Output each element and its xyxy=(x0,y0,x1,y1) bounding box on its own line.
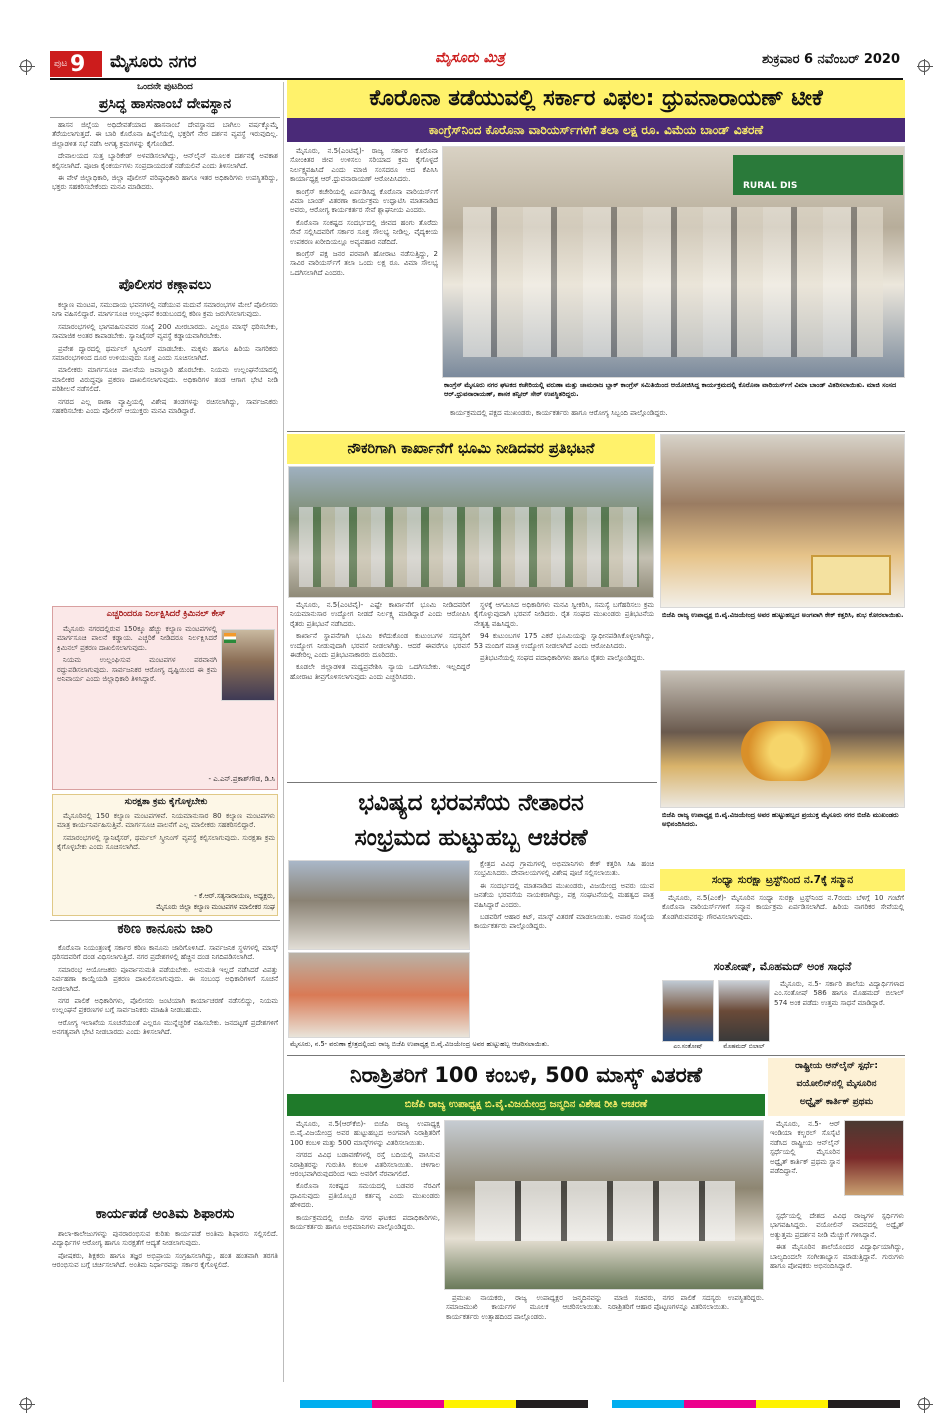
masthead xyxy=(0,0,945,46)
lead-subhead-band xyxy=(287,118,905,142)
trust-headline: ಸಂಧ್ಯಾ ಸುರಕ್ಷಾ ಟ್ರಸ್ಟ್‌ನಿಂದ ನ.7ಕ್ಕೆ ಸನ್ಮಾನ xyxy=(711,874,854,886)
safety-signature-1: - ಕೆ.ಆರ್.ಸತ್ಯನಾರಾಯಣ, ಅಧ್ಯಕ್ಷರು, xyxy=(194,892,275,900)
safety-title: ಸುರಕ್ಷತಾ ಕ್ರಮ ಕೈಗೊಳ್ಳಬೇಕು xyxy=(124,797,208,807)
contest-headline-1: ರಾಷ್ಟ್ರೀಯ ಆನ್‌ಲೈನ್ ಸ್ಪರ್ಧೆ: xyxy=(795,1061,878,1071)
column-divider-left xyxy=(283,82,284,1382)
temple-body: ಹಾಸನ ಜಿಲ್ಲೆಯ ಅಧಿದೇವತೆಯಾದ ಹಾಸನಾಂಬೆ ದೇವಸ್ಥಾನದ ಬಾಗಿಲು ವರ್ಷಕ್ಕೊಮ್ಮೆ ತೆರೆಯಲಾಗುತ್ತದೆ. ಈ ಬಾರಿ ಕೊರೊನಾ ಹಿನ್ನೆಲೆಯಲ್ಲಿ ಭಕ್ತರಿಗೆ ನೇರ ದರ್ಶನ ವ್ಯವಸ್ಥೆ ಇರುವುದಿಲ್ಲ. ಜಿಲ್ಲಾಡಳಿತ ಸಭೆ ನಡೆಸಿ ಅಗತ್ಯ ಕ್ರಮಗಳನ್ನು ಕೈಗೊಂಡಿದೆ. ದೇವಾಲಯದ ಸುತ್ತ ಬ್ಯಾರಿಕೇಡ್ ಅಳವಡಿಸಲಾಗಿದ್ದು, ಆನ್‌ಲೈನ್ ಮೂಲಕ ದರ್ಶನಕ್ಕೆ ಅವಕಾಶ ಕಲ್ಪಿಸಲಾಗಿದೆ. ಪೂಜಾ ಕೈಂಕರ್ಯಗಳು ಸಂಪ್ರದಾಯದಂತೆ ನಡೆಯಲಿವೆ ಎಂದು ತಿಳಿಸಲಾಗಿದೆ. ಈ ವೇಳೆ ಜಿಲ್ಲಾಧಿಕಾರಿ, ಜಿಲ್ಲಾ ಪೊಲೀಸ್ ವರಿಷ್ಠಾಧಿಕಾರಿ ಹಾಗೂ ಇತರ ಅಧಿಕಾರಿಗಳು ಉಪಸ್ಥಿತರಿದ್ದು, ಭಕ್ತರು ಸಹಕರಿಸಬೇಕೆಂದು ಮನವಿ ಮಾಡಿದರು. xyxy=(52,121,278,192)
color-calibration-bar xyxy=(300,1400,900,1408)
violinist-photo xyxy=(844,1120,904,1196)
taskforce-headline: ಕಾರ್ಯಪಡೆ ಅಂತಿಮ ಶಿಫಾರಸು xyxy=(95,1206,235,1222)
criminal-case-signature: - ಎ.ಎನ್.ಪ್ರಕಾಶ್‌ಗೌಡ, ಡಿ.ಸಿ xyxy=(208,775,275,783)
land-body-right: ಸ್ಥಳಕ್ಕೆ ಆಗಮಿಸಿದ ಅಧಿಕಾರಿಗಳು ಮನವಿ ಸ್ವೀಕರಿಸಿ, ಸಮಸ್ಯೆ ಬಗೆಹರಿಸಲು ಕ್ರಮ ಕೈಗೊಳ್ಳುವುದಾಗಿ ಭರವಸೆ ನೀಡಿದರು. ರೈತ ಸಂಘದ ಮುಖಂಡರು ಪ್ರತಿಭಟನೆಯ ನೇತೃತ್ವ ವಹಿಸಿದ್ದರು. 94 ಕುಟುಂಬಗಳ 175 ಎಕರೆ ಭೂಮಿಯನ್ನು ಸ್ವಾಧೀನಪಡಿಸಿಕೊಳ್ಳಲಾಗಿದ್ದು, 53 ಮಂದಿಗೆ ಮಾತ್ರ ಉದ್ಯೋಗ ನೀಡಲಾಗಿದೆ ಎಂದು ಆರೋಪಿಸಿದರು. ಪ್ರತಿಭಟನೆಯಲ್ಲಿ ಸಂಘದ ಪದಾಧಿಕಾರಿಗಳು ಹಾಗೂ ರೈತರು ಪಾಲ್ಗೊಂಡಿದ್ದರು. xyxy=(474,601,654,663)
registration-mark-bottom-right xyxy=(918,1398,930,1410)
protest-photo xyxy=(288,466,654,598)
contest-headline-box xyxy=(768,1058,905,1116)
santosh-headline: ಸಂತೋಷ್, ಮೊಹಮದ್ ಅಂಕ ಸಾಧನೆ xyxy=(713,960,852,973)
contest-body: ಸ್ಪರ್ಧೆಯಲ್ಲಿ ದೇಶದ ವಿವಿಧ ರಾಜ್ಯಗಳ ಸ್ಪರ್ಧಿಗಳು ಭಾಗವಹಿಸಿದ್ದರು. ವಯೋಲಿನ್ ವಾದನದಲ್ಲಿ ಅಧ್ವೈತ್ ಅತ್ಯುತ್ತಮ ಪ್ರದರ್ಶನ ನೀಡಿ ಮೆಚ್ಚುಗೆ ಗಳಿಸಿದ್ದಾನೆ. ಈತ ಮೈಸೂರಿನ ಶಾಲೆಯೊಂದರ ವಿದ್ಯಾರ್ಥಿಯಾಗಿದ್ದು, ಬಾಲ್ಯದಿಂದಲೇ ಸಂಗೀತಾಭ್ಯಾಸ ಮಾಡುತ್ತಿದ್ದಾನೆ. ಗುರುಗಳು ಹಾಗೂ ಪೋಷಕರು ಅಭಿನಂದಿಸಿದ್ದಾರೆ. xyxy=(770,1212,904,1271)
trust-headline-band xyxy=(660,869,905,891)
lead-headline-band xyxy=(287,80,905,118)
mid-rule xyxy=(287,782,657,783)
page-number: 9 xyxy=(70,51,86,77)
contest-headline-3: ಅಧ್ವೈತ್ ಕಾರ್ತಿಕ್ ಪ್ರಥಮ xyxy=(799,1097,874,1107)
blanket-body-right: ಮಾಜಿ ಸಚಿವರು, ನಗರ ಪಾಲಿಕೆ ಸದಸ್ಯರು ಉಪಸ್ಥಿತರಿದ್ದರು. ನಿರಾಶ್ರಿತರಿಗೆ ಆಹಾರ ಪೊಟ್ಟಣಗಳನ್ನೂ ವಿತರಿಸಲಾಯಿತು. xyxy=(608,1294,764,1312)
blanket-dateline: ಮೈಸೂರು, ನ.5(ಆರ್‌ಕೆಬಿ)- ಬಿಜೆಪಿ ರಾಜ್ಯ ಉಪಾಧ್ಯಕ್ಷ ಬಿ.ವೈ.ವಿಜಯೇಂದ್ರ ಅವರ ಹುಟ್ಟುಹಬ್ಬದ ಅಂಗವಾಗಿ ನಿರಾಶ್ರಿತರಿಗೆ 100 ಕಂಬಳಿ ಮತ್ತು 500 ಮಾಸ್ಕ್‌ಗಳನ್ನು ವಿತರಿಸಲಾಯಿತು. xyxy=(290,1120,440,1147)
newspaper-logo: ಮೈಸೂರು ಮಿತ್ರ xyxy=(435,50,505,66)
registration-mark-bottom-left xyxy=(20,1398,32,1410)
garland xyxy=(741,721,831,781)
criminal-case-body: ಮೈಸೂರು ನಗರದಲ್ಲಿರುವ 150ಕ್ಕೂ ಹೆಚ್ಚು ಕಲ್ಯಾಣ ಮಂಟಪಗಳಲ್ಲಿ ಮಾರ್ಗಸೂಚಿ ಪಾಲನೆ ಕಡ್ಡಾಯ. ಎಚ್ಚರಿಕೆ ನೀಡಿದರೂ ನಿರ್ಲಕ್ಷಿಸಿದರೆ ಕ್ರಿಮಿನಲ್ ಪ್ರಕರಣ ದಾಖಲಿಸಲಾಗುವುದು. ನಿಯಮ ಉಲ್ಲಂಘಿಸುವ ಮಂಟಪಗಳ ಪರವಾನಗಿ ರದ್ದುಪಡಿಸಲಾಗುವುದು. ಸಾರ್ವಜನಿಕರ ಆರೋಗ್ಯ ದೃಷ್ಟಿಯಿಂದ ಈ ಕ್ರಮ ಅನಿವಾರ್ಯ ಎಂದು ಜಿಲ್ಲಾಧಿಕಾರಿ ತಿಳಿಸಿದ್ದಾರೆ. xyxy=(57,625,217,684)
cake-photo xyxy=(660,434,905,608)
cake-caption: ಬಿಜೆಪಿ ರಾಜ್ಯ ಉಪಾಧ್ಯಕ್ಷ ಬಿ.ವೈ.ವಿಜಯೇಂದ್ರ ಅವರ ಹುಟ್ಟುಹಬ್ಬದ ಅಂಗವಾಗಿ ಕೇಕ್ ಕತ್ತರಿಸಿ, ಶುಭ ಕೋರಲಾಯಿತು. xyxy=(662,611,904,619)
mohamed-photo xyxy=(718,980,770,1042)
group-figures xyxy=(463,207,883,357)
lead-photo xyxy=(442,146,905,378)
blanket-headline: ನಿರಾಶ್ರಿತರಿಗೆ 100 ಕಂಬಳಿ, 500 ಮಾಸ್ಕ್ ವಿತರಣೆ xyxy=(349,1063,703,1087)
section-name: ಮೈಸೂರು ನಗರ xyxy=(110,52,197,72)
land-headline: ನೌಕರಿಗಾಗಿ ಕಾರ್ಖಾನೆಗೆ ಭೂಮಿ ನೀಡಿದವರ ಪ್ರತಿಭಟನೆ xyxy=(347,441,595,457)
santosh-body: ಮೈಸೂರು, ನ.5- ಸರ್ಕಾರಿ ಶಾಲೆಯ ವಿದ್ಯಾರ್ಥಿಗಳಾದ ಎಂ.ಸಂತೋಷ್ 586 ಹಾಗೂ ಮೊಹಮದ್ ಬಿಲಾಲ್ 574 ಅಂಕ ಪಡೆದು ಉತ್ತಮ ಸಾಧನೆ ಮಾಡಿದ್ದಾರೆ. xyxy=(774,980,904,1007)
law-body: ಕೊರೊನಾ ನಿಯಂತ್ರಣಕ್ಕೆ ಸರ್ಕಾರ ಕಠಿಣ ಕಾನೂನು ಜಾರಿಗೊಳಿಸಿದೆ. ಸಾರ್ವಜನಿಕ ಸ್ಥಳಗಳಲ್ಲಿ ಮಾಸ್ಕ್ ಧರಿಸದವರಿಗೆ ದಂಡ ವಿಧಿಸಲಾಗುತ್ತಿದೆ. ನಗರ ಪ್ರದೇಶಗಳಲ್ಲಿ ಹೆಚ್ಚಿನ ದಂಡ ನಿಗದಿಪಡಿಸಲಾಗಿದೆ. ಸಮಾರಂಭ ಆಯೋಜಕರು ಪೂರ್ವಾನುಮತಿ ಪಡೆಯಬೇಕು. ಅನುಮತಿ ಇಲ್ಲದೆ ನಡೆಸಿದರೆ ವಿಪತ್ತು ನಿರ್ವಹಣಾ ಕಾಯ್ದೆಯಡಿ ಪ್ರಕರಣ ದಾಖಲಿಸಲಾಗುವುದು. ಈ ಸಂಬಂಧ ಅಧಿಕಾರಿಗಳಿಗೆ ಸೂಚನೆ ನೀಡಲಾಗಿದೆ. ನಗರ ಪಾಲಿಕೆ ಅಧಿಕಾರಿಗಳು, ಪೊಲೀಸರು ಜಂಟಿಯಾಗಿ ಕಾರ್ಯಾಚರಣೆ ನಡೆಸಲಿದ್ದು, ನಿಯಮ ಉಲ್ಲಂಘನೆ ಪ್ರಕರಣಗಳ ಬಗ್ಗೆ ಸಾರ್ವಜನಿಕರು ಮಾಹಿತಿ ನೀಡಬಹುದು. ಆರೋಗ್ಯ ಇಲಾಖೆಯ ಸೂಚನೆಯಂತೆ ಎಲ್ಲರೂ ಮುನ್ನೆಚ್ಚರಿಕೆ ವಹಿಸಬೇಕು. ಜನದಟ್ಟಣೆ ಪ್ರದೇಶಗಳಿಗೆ ಅನಗತ್ಯವಾಗಿ ಭೇಟಿ ನೀಡಬಾರದು ಎಂದು ತಿಳಿಸಲಾಗಿದೆ. xyxy=(52,944,278,1037)
blanket-photo xyxy=(444,1120,764,1290)
garland-caption: ಬಿಜೆಪಿ ರಾಜ್ಯ ಉಪಾಧ್ಯಕ್ಷ ಬಿ.ವೈ.ವಿಜಯೇಂದ್ರ ಅವರ ಹುಟ್ಟುಹಬ್ಬದ ಪ್ರಯುಕ್ತ ಮೈಸೂರು ನಗರ ಬಿಜೆಪಿ ಮುಖಂಡರು ಅಭಿನಂದಿಸಿದರು. xyxy=(662,811,899,828)
protesters xyxy=(299,507,639,587)
issue-date: ಶುಕ್ರವಾರ 6 ನವೆಂಬರ್ 2020 xyxy=(761,52,900,67)
lead-body-left: ಮೈಸೂರು, ನ.5(ಎಂಟಿವೈ)- ರಾಜ್ಯ ಸರ್ಕಾರ ಕೊರೊನಾ ಸೋಂಕಿತರ ಜೀವ ಉಳಿಸಲು ಸರಿಯಾದ ಕ್ರಮ ಕೈಗೊಳ್ಳದೆ ನಿರ್ಲಕ್ಷ್ಯವಹಿಸಿದೆ ಎಂದು ಮಾಜಿ ಸಂಸದರೂ ಆದ ಕೆಪಿಸಿಸಿ ಕಾರ್ಯಾಧ್ಯಕ್ಷ ಆರ್.ಧ್ರುವನಾರಾಯಣ್ ಆರೋಪಿಸಿದರು. ಕಾಂಗ್ರೆಸ್ ಕಚೇರಿಯಲ್ಲಿ ಏರ್ಪಡಿಸಿದ್ದ ಕೊರೊನಾ ವಾರಿಯರ್ಸ್‌ಗೆ ವಿಮಾ ಬಾಂಡ್ ವಿತರಣಾ ಕಾರ್ಯಕ್ರಮ ಉದ್ಘಾಟಿಸಿ ಮಾತನಾಡಿದ ಅವರು, ಆರೋಗ್ಯ ಕಾರ್ಯಕರ್ತರ ಸೇವೆ ಶ್ಲಾಘನೀಯ ಎಂದರು. ಕೊರೊನಾ ಸಂಕಷ್ಟದ ಸಂದರ್ಭದಲ್ಲಿ ಜೀವದ ಹಂಗು ತೊರೆದು ಸೇವೆ ಸಲ್ಲಿಸಿದವರಿಗೆ ಸರ್ಕಾರ ಸೂಕ್ತ ಸೌಲಭ್ಯ ನೀಡಿಲ್ಲ. ವೈದ್ಯಕೀಯ ಉಪಕರಣ ಖರೀದಿಯಲ್ಲೂ ಅವ್ಯವಹಾರ ನಡೆದಿದೆ. ಕಾಂಗ್ರೆಸ್ ಪಕ್ಷ ಜನರ ಪರವಾಗಿ ಹೋರಾಟ ನಡೆಸುತ್ತಿದ್ದು, 2 ಸಾವಿರ ವಾರಿಯರ್ಸ್‌ಗೆ ತಲಾ ಒಂದು ಲಕ್ಷ ರೂ. ವಿಮಾ ಸೌಲಭ್ಯ ಒದಗಿಸಲಾಗಿದೆ ಎಂದರು. xyxy=(290,147,438,277)
police-body: ಕಲ್ಯಾಣ ಮಂಟಪ, ಸಮುದಾಯ ಭವನಗಳಲ್ಲಿ ನಡೆಯುವ ಮದುವೆ ಸಮಾರಂಭಗಳ ಮೇಲೆ ಪೊಲೀಸರು ನಿಗಾ ವಹಿಸಲಿದ್ದಾರೆ. ಮಾರ್ಗಸೂಚಿ ಉಲ್ಲಂಘನೆ ಕಂಡುಬಂದಲ್ಲಿ ಕಠಿಣ ಕ್ರಮ ಜರುಗಿಸಲಾಗುವುದು. ಸಮಾರಂಭಗಳಲ್ಲಿ ಭಾಗವಹಿಸುವವರ ಸಂಖ್ಯೆ 200 ಮೀರಬಾರದು. ಎಲ್ಲರೂ ಮಾಸ್ಕ್ ಧರಿಸಬೇಕು, ಸಾಮಾಜಿಕ ಅಂತರ ಕಾಪಾಡಬೇಕು. ಸ್ಯಾನಿಟೈಸರ್ ವ್ಯವಸ್ಥೆ ಕಡ್ಡಾಯವಾಗಿರಬೇಕು. ಪ್ರವೇಶ ದ್ವಾರದಲ್ಲಿ ಥರ್ಮಲ್ ಸ್ಕ್ರೀನಿಂಗ್ ಮಾಡಬೇಕು. ಮಕ್ಕಳು ಹಾಗೂ ಹಿರಿಯ ನಾಗರಿಕರು ಸಮಾರಂಭಗಳಿಂದ ದೂರ ಉಳಿಯುವುದು ಸೂಕ್ತ ಎಂದು ಸೂಚಿಸಲಾಗಿದೆ. ಮಾಲೀಕರು ಮಾರ್ಗಸೂಚಿ ಪಾಲನೆಯ ಜವಾಬ್ದಾರಿ ಹೊರಬೇಕು. ನಿಯಮ ಉಲ್ಲಂಘನೆಯಾದಲ್ಲಿ ಮಾಲೀಕರ ವಿರುದ್ಧವೂ ಪ್ರಕರಣ ದಾಖಲಿಸಲಾಗುವುದು. ಅಧಿಕಾರಿಗಳ ತಂಡ ಆಗಾಗ ಭೇಟಿ ನೀಡಿ ಪರಿಶೀಲನೆ ನಡೆಸಲಿದೆ. ನಗರದ ಎಲ್ಲ ಠಾಣಾ ವ್ಯಾಪ್ತಿಯಲ್ಲಿ ವಿಶೇಷ ತಂಡಗಳನ್ನು ರಚಿಸಲಾಗಿದ್ದು, ಸಾರ್ವಜನಿಕರು ಸಹಕರಿಸಬೇಕು ಎಂದು ಪೊಲೀಸ್ ಆಯುಕ್ತರು ಮನವಿ ಮಾಡಿದ್ದಾರೆ. xyxy=(52,301,278,416)
garland-photo xyxy=(660,670,905,808)
santosh-photo xyxy=(662,980,714,1042)
taskforce-body: ಶಾಲಾ-ಕಾಲೇಜುಗಳನ್ನು ಪುನರಾರಂಭಿಸುವ ಕುರಿತು ಕಾರ್ಯಪಡೆ ಅಂತಿಮ ಶಿಫಾರಸು ಸಲ್ಲಿಸಲಿದೆ. ವಿದ್ಯಾರ್ಥಿಗಳ ಆರೋಗ್ಯ ಹಾಗೂ ಸುರಕ್ಷತೆಗೆ ಆದ್ಯತೆ ನೀಡಲಾಗುವುದು. ಪೋಷಕರು, ಶಿಕ್ಷಕರು ಹಾಗೂ ತಜ್ಞರ ಅಭಿಪ್ರಾಯ ಸಂಗ್ರಹಿಸಲಾಗಿದ್ದು, ಹಂತ ಹಂತವಾಗಿ ತರಗತಿ ಆರಂಭಿಸುವ ಬಗ್ಗೆ ಚರ್ಚಿಸಲಾಗಿದೆ. ಅಂತಿಮ ನಿರ್ಧಾರವನ್ನು ಸರ್ಕಾರ ಕೈಗೊಳ್ಳಲಿದೆ. xyxy=(52,1230,278,1270)
trust-body: ಮೈಸೂರು, ನ.5(ಎಂಕೆ)- ಮೈಸೂರಿನ ಸಂಧ್ಯಾ ಸುರಕ್ಷಾ ಟ್ರಸ್ಟ್‌ನಿಂದ ನ.7ರಂದು ಬೆಳಿಗ್ಗೆ 10 ಗಂಟೆಗೆ ಕೊರೊನಾ ವಾರಿಯರ್ಸ್‌ಗಳಿಗೆ ಸನ್ಮಾನ ಕಾರ್ಯಕ್ರಮ ಏರ್ಪಡಿಸಲಾಗಿದೆ. ಹಿರಿಯ ನಾಗರಿಕರ ಸೇವೆಯಲ್ಲಿ ತೊಡಗಿರುವವರನ್ನು ಗೌರವಿಸಲಾಗುವುದು. xyxy=(662,894,904,921)
birthday-group-photo xyxy=(288,860,470,950)
blanket-subhead: ಬಿಜೆಪಿ ರಾಜ್ಯ ಉಪಾಧ್ಯಕ್ಷ ಬಿ.ವೈ.ವಿಜಯೇಂದ್ರ ಜನ್ಮದಿನ ವಿಶೇಷ ರೀತಿ ಆಚರಣೆ xyxy=(404,1099,648,1110)
lower-rule xyxy=(287,1055,905,1056)
land-body-left: ಮೈಸೂರು, ನ.5(ಎಂಟಿವೈ)- ಎಷ್ಟೇ ಕಾರ್ಖಾನೆಗೆ ಭೂಮಿ ನೀಡಿದವರಿಗೆ ನಿಯಮಾನುಸಾರ ಉದ್ಯೋಗ ನೀಡದೆ ನಿರ್ಲಕ್ಷ್ಯ ಮಾಡಿದ್ದಾರೆ ಎಂದು ಆರೋಪಿಸಿ ರೈತರು ಪ್ರತಿಭಟನೆ ನಡೆಸಿದರು. ಕಾರ್ಖಾನೆ ಸ್ಥಾಪನೆಗಾಗಿ ಭೂಮಿ ಕಳೆದುಕೊಂಡ ಕುಟುಂಬಗಳ ಸದಸ್ಯರಿಗೆ ಉದ್ಯೋಗ ನೀಡುವುದಾಗಿ ಭರವಸೆ ನೀಡಲಾಗಿತ್ತು. ಆದರೆ ಈವರೆಗೂ ಭರವಸೆ ಈಡೇರಿಲ್ಲ ಎಂದು ಪ್ರತಿಭಟನಾಕಾರರು ದೂರಿದರು. ಕೂಡಲೇ ಜಿಲ್ಲಾಡಳಿತ ಮಧ್ಯಪ್ರವೇಶಿಸಿ ನ್ಯಾಯ ಒದಗಿಸಬೇಕು. ಇಲ್ಲದಿದ್ದರೆ ಹೋರಾಟ ತೀವ್ರಗೊಳಿಸಲಾಗುವುದು ಎಂದು ಎಚ್ಚರಿಸಿದರು. xyxy=(290,601,470,681)
blanket-body-left: ಮೈಸೂರು, ನ.5(ಆರ್‌ಕೆಬಿ)- ಬಿಜೆಪಿ ರಾಜ್ಯ ಉಪಾಧ್ಯಕ್ಷ ಬಿ.ವೈ.ವಿಜಯೇಂದ್ರ ಅವರ ಹುಟ್ಟುಹಬ್ಬದ ಅಂಗವಾಗಿ ನಿರಾಶ್ರಿತರಿಗೆ 100 ಕಂಬಳಿ ಮತ್ತು 500 ಮಾಸ್ಕ್‌ಗಳನ್ನು ವಿತರಿಸಲಾಯಿತು. ನಗರದ ವಿವಿಧ ಬಡಾವಣೆಗಳಲ್ಲಿ ರಸ್ತೆ ಬದಿಯಲ್ಲಿ ವಾಸಿಸುವ ನಿರಾಶ್ರಿತರನ್ನು ಗುರುತಿಸಿ ಕಂಬಳಿ ವಿತರಿಸಲಾಯಿತು. ಚಳಿಗಾಲ ಆರಂಭವಾಗಿರುವುದರಿಂದ ಇದು ಅವರಿಗೆ ನೆರವಾಗಲಿದೆ. ಕೊರೊನಾ ಸಂಕಷ್ಟದ ಸಮಯದಲ್ಲಿ ಬಡವರ ನೆರವಿಗೆ ಧಾವಿಸುವುದು ಪ್ರತಿಯೊಬ್ಬರ ಕರ್ತವ್ಯ ಎಂದು ಮುಖಂಡರು ಹೇಳಿದರು. ಕಾರ್ಯಕ್ರಮದಲ್ಲಿ ಬಿಜೆಪಿ ನಗರ ಘಟಕದ ಪದಾಧಿಕಾರಿಗಳು, ಕಾರ್ಯಕರ್ತರು ಹಾಗೂ ಅಭಿಮಾನಿಗಳು ಪಾಲ್ಗೊಂಡಿದ್ದರು. xyxy=(290,1120,440,1232)
dc-portrait-photo xyxy=(221,629,275,701)
continuation-label: ಒಂದನೇ ಪುಟದಿಂದ xyxy=(137,82,193,92)
page-label: ಪುಟ xyxy=(54,59,68,69)
lead-body-bottom: ಕಾರ್ಯಕ್ರಮದಲ್ಲಿ ಪಕ್ಷದ ಮುಖಂಡರು, ಕಾರ್ಯಕರ್ತರು ಹಾಗೂ ಆರೋಗ್ಯ ಸಿಬ್ಬಂದಿ ಪಾಲ್ಗೊಂಡಿದ್ದರು. xyxy=(450,409,668,417)
cake xyxy=(811,555,891,595)
safety-box xyxy=(52,794,278,916)
blanket-subhead-band xyxy=(287,1094,765,1116)
safety-signature-2: ಮೈಸೂರು ಜಿಲ್ಲಾ ಕಲ್ಯಾಣ ಮಂಟಪಗಳ ಮಾಲೀಕರ ಸಂಘ xyxy=(156,903,275,911)
police-headline: ಪೊಲೀಸರ ಕಣ್ಗಾವಲು xyxy=(118,277,212,293)
blanket-body-mid: ಪ್ರಮುಖ ನಾಯಕರು, ರಾಜ್ಯ ಉಪಾಧ್ಯಕ್ಷರ ಜನ್ಮದಿನವನ್ನು ಸಮಾಜಮುಖಿ ಕಾರ್ಯಗಳ ಮೂಲಕ ಆಚರಿಸಲಾಯಿತು. ಕಾರ್ಯಕರ್ತರು ಉತ್ಸಾಹದಿಂದ ಪಾಲ್ಗೊಂಡರು. xyxy=(446,1294,602,1321)
contest-headline-2: ವಯೋಲಿನ್‌ನಲ್ಲಿ ಮೈಸೂರಿನ xyxy=(796,1079,877,1089)
lead-caption: ಕಾಂಗ್ರೆಸ್ ಮೈಸೂರು ನಗರ ಘಟಕದ ಕಚೇರಿಯಲ್ಲಿ ವರುಣಾ ಮತ್ತು ಚಾಮರಾಜ ಬ್ಲಾಕ್ ಕಾಂಗ್ರೆಸ್ ಸಮಿತಿಯಿಂದ ಆಯೋಜಿಸಿದ್ದ ಕಾರ್ಯಕ್ರಮದಲ್ಲಿ ಕೊರೊನಾ ವಾರಿಯರ್ಸ್‌ಗೆ ವಿಮಾ ಬಾಂಡ್ ವಿತರಿಸಲಾಯಿತು. ಮಾಜಿ ಸಂಸದ ಆರ್.ಧ್ರುವನಾರಾಯಣ್, ಶಾಸಕ ತನ್ವೀರ್ ಸೇಠ್ ಉಪಸ್ಥಿತರಿದ್ದರು. xyxy=(444,381,897,398)
temple-headline: ಪ್ರಸಿದ್ಧ ಹಾಸನಾಂಬೆ ದೇವಸ್ಥಾನ xyxy=(50,96,280,118)
criminal-case-title: ಎಚ್ಚರಿಂದರೂ ನಿರ್ಲಕ್ಷಿಸಿದರೆ ಕ್ರಿಮಿನಲ್ ಕೇಸ್ xyxy=(106,609,226,619)
law-headline: ಕಠಿಣ ಕಾನೂನು ಜಾರಿ xyxy=(50,920,280,942)
lead-bottom-rule xyxy=(287,431,905,432)
lead-headline: ಕೊರೊನಾ ತಡೆಯುವಲ್ಲಿ ಸರ್ಕಾರ ವಿಫಲ: ಧ್ರುವನಾರಾಯಣ್ ಟೀಕೆ xyxy=(369,86,823,111)
registration-mark-left xyxy=(20,60,32,72)
lead-dateline: ಮೈಸೂರು, ನ.5(ಎಂಟಿವೈ)- ರಾಜ್ಯ ಸರ್ಕಾರ ಕೊರೊನಾ ಸೋಂಕಿತರ ಜೀವ ಉಳಿಸಲು ಸರಿಯಾದ ಕ್ರಮ ಕೈಗೊಳ್ಳದೆ ನಿರ್ಲಕ್ಷ್ಯವಹಿಸಿದೆ ಎಂದು ಮಾಜಿ ಸಂಸದರೂ ಆದ ಕೆಪಿಸಿಸಿ ಕಾರ್ಯಾಧ್ಯಕ್ಷ ಆರ್.ಧ್ರುವನಾರಾಯಣ್ ಆರೋಪಿಸಿದರು. xyxy=(290,147,438,184)
mohamed-photo-label: ಮೊಹಮದ್ ಬಿಲಾಲ್ xyxy=(723,1043,765,1050)
future-dateline: ಮೈಸೂರು, ನ.5- ವರುಣಾ ಕ್ಷೇತ್ರದಲ್ಲಿಂದು ರಾಜ್ಯ ಬಿಜೆಪಿ ಉಪಾಧ್ಯಕ್ಷ ಬಿ.ವೈ.ವಿಜಯೇಂದ್ರ ಅವರ ಹುಟ್ಟುಹಬ್ಬ ಆಚರಿಸಲಾಯಿತು. xyxy=(290,1040,550,1048)
rural-banner-text: RURAL DIS xyxy=(743,181,798,191)
lead-subhead: ಕಾಂಗ್ರೆಸ್‌ನಿಂದ ಕೊರೊನಾ ವಾರಿಯರ್ಸ್‌ಗಳಿಗೆ ತಲಾ ಲಕ್ಷ ರೂ. ವಿಮೆಯ ಬಾಂಡ್ ವಿತರಣೆ xyxy=(428,123,764,137)
contest-body-top xyxy=(770,1120,840,1210)
registration-mark-right xyxy=(918,60,930,72)
portrait-posters xyxy=(475,1181,735,1241)
criminal-case-box xyxy=(52,606,278,790)
indian-flag-icon xyxy=(224,633,236,643)
land-dateline: ಮೈಸೂರು, ನ.5(ಎಂಟಿವೈ)- ಎಷ್ಟೇ ಕಾರ್ಖಾನೆಗೆ ಭೂಮಿ ನೀಡಿದವರಿಗೆ ನಿಯಮಾನುಸಾರ ಉದ್ಯೋಗ ನೀಡದೆ ನಿರ್ಲಕ್ಷ್ಯ ಮಾಡಿದ್ದಾರೆ ಎಂದು ಆರೋಪಿಸಿ ರೈತರು ಪ್ರತಿಭಟನೆ ನಡೆಸಿದರು. xyxy=(290,601,470,628)
future-headline-1: ಭವಿಷ್ಯದ ಭರವಸೆಯ ನೇತಾರನ xyxy=(358,790,584,816)
birthday-cake-cutting-photo xyxy=(288,952,470,1038)
page-number-badge xyxy=(50,51,102,77)
future-body: ಕ್ಷೇತ್ರದ ವಿವಿಧ ಗ್ರಾಮಗಳಲ್ಲಿ ಅಭಿಮಾನಿಗಳು ಕೇಕ್ ಕತ್ತರಿಸಿ ಸಿಹಿ ಹಂಚಿ ಸಂಭ್ರಮಿಸಿದರು. ದೇವಾಲಯಗಳಲ್ಲಿ ವಿಶೇಷ ಪೂಜೆ ಸಲ್ಲಿಸಲಾಯಿತು. ಈ ಸಂದರ್ಭದಲ್ಲಿ ಮಾತನಾಡಿದ ಮುಖಂಡರು, ವಿಜಯೇಂದ್ರ ಅವರು ಯುವ ಜನತೆಯ ಭರವಸೆಯ ನಾಯಕರಾಗಿದ್ದು, ಪಕ್ಷ ಸಂಘಟನೆಯಲ್ಲಿ ಮಹತ್ವದ ಪಾತ್ರ ವಹಿಸಿದ್ದಾರೆ ಎಂದರು. ಬಡವರಿಗೆ ಆಹಾರ ಕಿಟ್, ಮಾಸ್ಕ್ ವಿತರಣೆ ಮಾಡಲಾಯಿತು. ಅಪಾರ ಸಂಖ್ಯೆಯ ಕಾರ್ಯಕರ್ತರು ಪಾಲ್ಗೊಂಡಿದ್ದರು. xyxy=(474,860,654,931)
safety-body: ಮೈಸೂರಿನಲ್ಲಿ 150 ಕಲ್ಯಾಣ ಮಂಟಪಗಳಿವೆ. ನಿಯಮಾನುಸಾರ 80 ಕಲ್ಯಾಣ ಮಂಟಪಗಳು ಮಾತ್ರ ಕಾರ್ಯನಿರ್ವಹಿಸುತ್ತಿವೆ. ಮಾರ್ಗಸೂಚಿ ಪಾಲನೆಗೆ ಎಲ್ಲ ಮಾಲೀಕರು ಸಹಕರಿಸಲಿದ್ದಾರೆ. ಸಮಾರಂಭಗಳಲ್ಲಿ ಸ್ಯಾನಿಟೈಸರ್, ಥರ್ಮಲ್ ಸ್ಕ್ರೀನಿಂಗ್ ವ್ಯವಸ್ಥೆ ಕಲ್ಪಿಸಲಾಗುವುದು. ಸುರಕ್ಷತಾ ಕ್ರಮ ಕೈಗೊಳ್ಳಬೇಕು ಎಂದು ಸೂಚಿಸಲಾಗಿದೆ. xyxy=(57,812,275,852)
contest-dateline: ಮೈಸೂರು, ನ.5- ಆರ್ ಇಂಡಿಯಾ ಕಲ್ಚರಲ್ ಸೊಸೈಟಿ ನಡೆಸಿದ ರಾಷ್ಟ್ರೀಯ ಆನ್‌ಲೈನ್ ಸ್ಪರ್ಧೆಯಲ್ಲಿ ಮೈಸೂರಿನ ಅಧ್ವೈತ್ ಕಾರ್ತಿಕ್ ಪ್ರಥಮ ಸ್ಥಾನ ಪಡೆದಿದ್ದಾನೆ. xyxy=(770,1120,840,1176)
future-headline-2: ಸಂಭ್ರಮದ ಹುಟ್ಟುಹಬ್ಬ ಆಚರಣೆ xyxy=(354,825,588,851)
santosh-photo-label: ಎಂ.ಸಂತೋಷ್ xyxy=(673,1043,703,1050)
land-headline-band xyxy=(287,434,655,464)
